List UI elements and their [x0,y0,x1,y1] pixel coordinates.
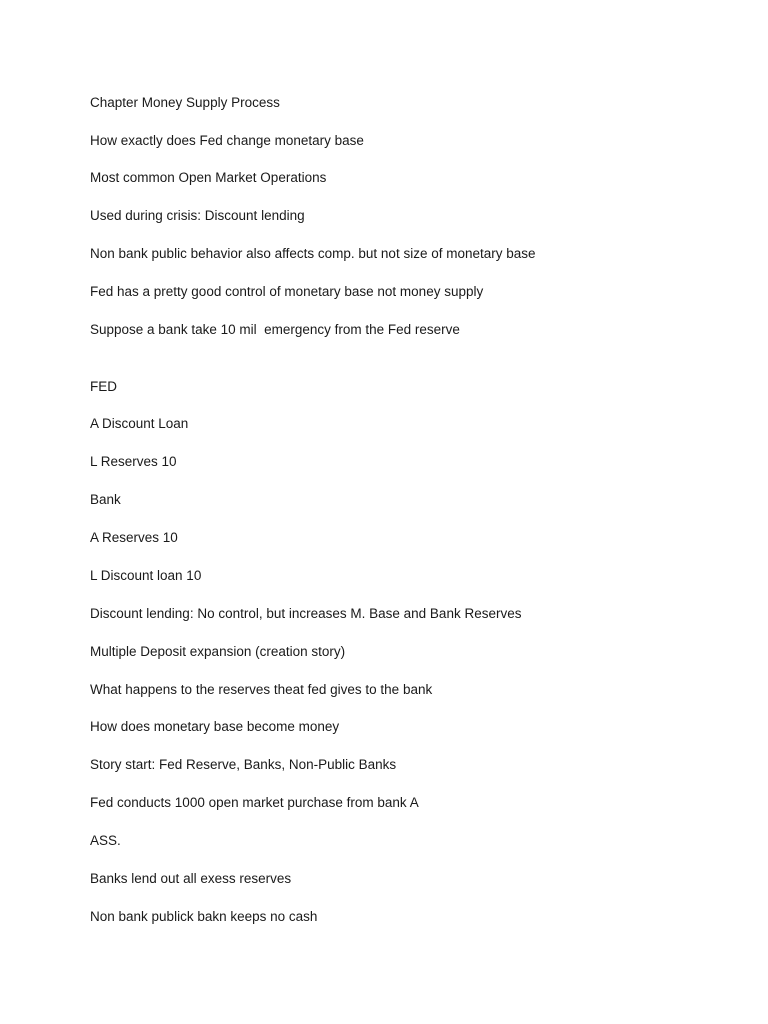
note-line: Banks lend out all exess reserves [90,871,292,886]
chapter-title: Chapter Money Supply Process [90,95,280,110]
note-line: Story start: Fed Reserve, Banks, Non-Public Banks [90,757,397,772]
note-line: Fed conducts 1000 open market purchase from bank A [90,795,419,810]
fed-heading: FED [90,379,117,394]
note-line: Multiple Deposit expansion (creation story) [90,644,346,659]
fed-asset-line: A Discount Loan [90,416,189,431]
assumptions-label: ASS. [90,833,121,848]
bank-liability-line: L Discount loan 10 [90,568,202,583]
fed-liability-line: L Reserves 10 [90,454,177,469]
note-line: Discount lending: No control, but increases M. Base and Bank Reserves [90,606,522,621]
note-line: Used during crisis: Discount lending [90,208,305,223]
note-line: Non bank public behavior also affects comp. but not size of monetary base [90,246,536,261]
note-line: What happens to the reserves theat fed gives to the bank [90,682,433,697]
note-line: Most common Open Market Operations [90,170,327,185]
note-line: Suppose a bank take 10 mil emergency from the Fed reserve [90,322,460,337]
bank-heading: Bank [90,492,121,507]
note-line: Non bank publick bakn keeps no cash [90,909,318,924]
note-line: How exactly does Fed change monetary base [90,133,364,148]
bank-asset-line: A Reserves 10 [90,530,178,545]
note-line: How does monetary base become money [90,719,340,734]
note-line: Fed has a pretty good control of monetary base not money supply [90,284,484,299]
